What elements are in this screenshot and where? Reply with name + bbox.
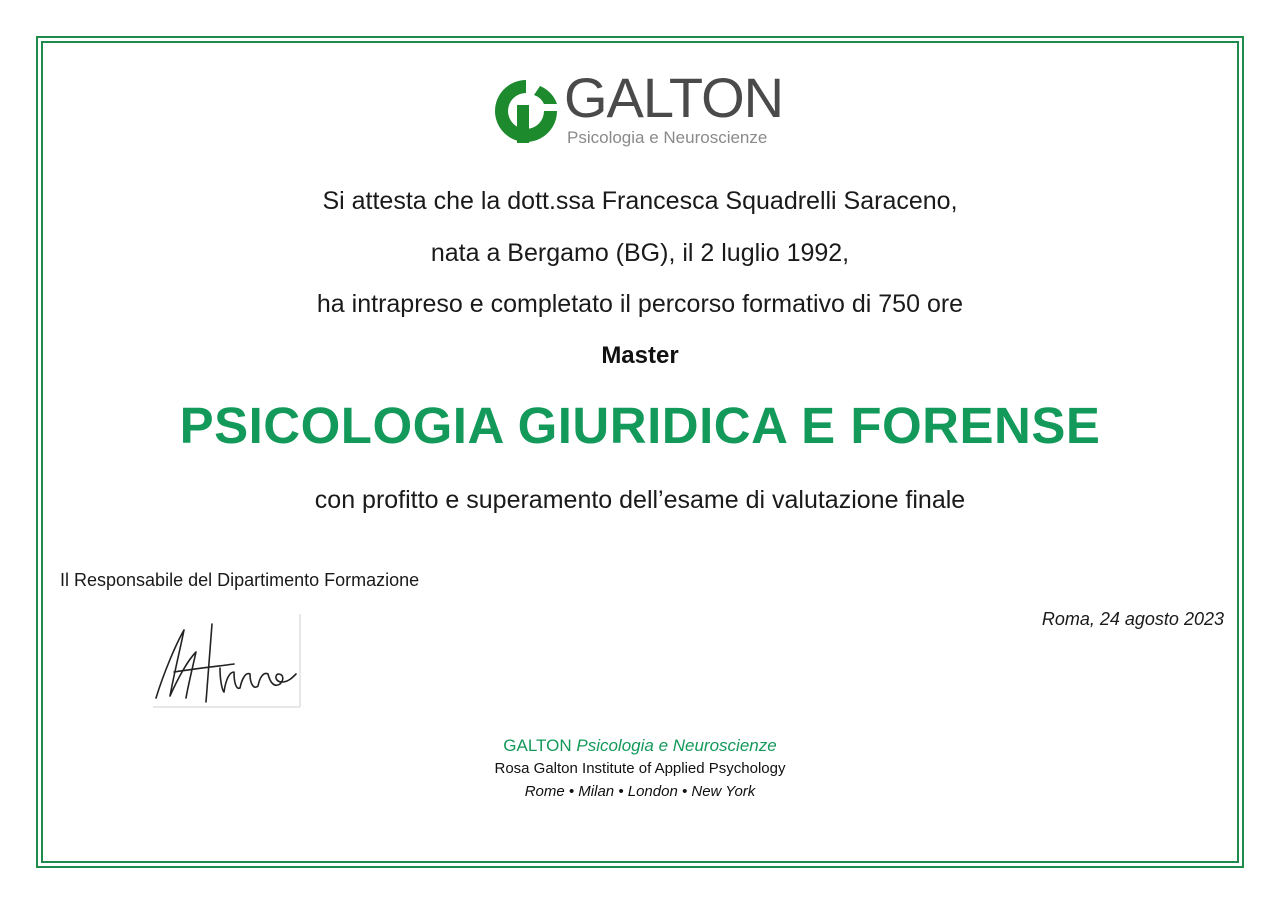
completion-line: con profitto e superamento dell’esame di valutazione finale xyxy=(314,486,966,514)
program-type: Master xyxy=(601,342,679,369)
attestation-line-3: ha intrapreso e completato il percorso formativo di 750 ore xyxy=(316,290,964,318)
logo-wordmark: GALTON xyxy=(564,66,784,129)
footer-institute: Rosa Galton Institute of Applied Psychology xyxy=(494,760,786,777)
attestation-line-1: Si attesta che la dott.ssa Francesca Squadrelli Saraceno, xyxy=(322,187,958,215)
footer-org-name: GALTON xyxy=(503,736,572,755)
galton-logo xyxy=(488,66,798,152)
attestation-line-2: nata a Bergamo (BG), il 2 luglio 1992, xyxy=(430,239,850,267)
date-place: Roma, 24 agosto 2023 xyxy=(1041,609,1224,629)
footer-cities: Rome • Milan • London • New York xyxy=(524,783,756,800)
footer-org xyxy=(0,735,1280,757)
logo-tagline: Psicologia e Neuroscienze xyxy=(567,128,768,147)
footer-org-sub: Psicologia e Neuroscienze xyxy=(576,736,777,755)
signature-image xyxy=(150,612,302,710)
signatory-role: Il Responsabile del Dipartimento Formazione xyxy=(60,570,420,590)
course-title: PSICOLOGIA GIURIDICA E FORENSE xyxy=(179,397,1101,454)
galton-g-icon xyxy=(488,74,564,150)
